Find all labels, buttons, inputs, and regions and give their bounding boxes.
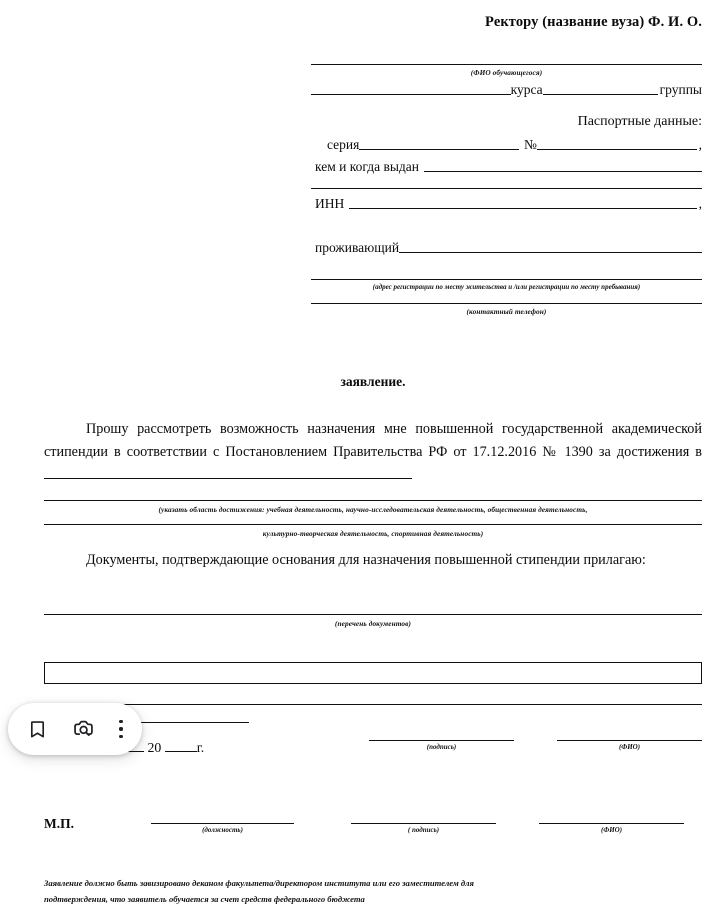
signature-row-2 — [44, 816, 702, 834]
extra-rule-wrapper — [44, 704, 702, 705]
passport-data-title: Паспортные данные: — [577, 114, 702, 129]
bookmark-button[interactable] — [14, 706, 60, 752]
passport-issued-row — [311, 159, 702, 175]
caption-fio-1: (ФИО) — [618, 743, 641, 751]
position-cell — [151, 816, 294, 834]
achievement-continuation-rule-2[interactable] — [44, 524, 702, 525]
caption-phone: (контактный телефон) — [466, 307, 547, 316]
course-input-rule[interactable] — [311, 94, 511, 95]
inn-tail-comma: , — [698, 196, 702, 211]
residing-row — [311, 240, 702, 256]
inn-input-rule[interactable] — [349, 208, 696, 209]
three-dot-menu-icon[interactable] — [106, 706, 136, 752]
main-paragraph — [44, 418, 702, 487]
statement-heading: заявление. — [340, 374, 406, 389]
caption-signature-1: (подпись) — [426, 743, 457, 751]
signature-row-1 — [44, 740, 702, 751]
residing-label: проживающий — [315, 240, 400, 255]
footer-note-line-1: Заявление должно быть завизировано деканом факультета/директором института или его заместителем для — [44, 878, 474, 888]
mp-label: М.П. — [44, 816, 74, 831]
series-input-rule[interactable] — [359, 149, 519, 150]
addressee-line: Ректору (название вуза) Ф. И. О. — [485, 14, 702, 30]
achievement-continuation-rule-1[interactable] — [44, 500, 702, 501]
fio-rule-1[interactable] — [557, 740, 702, 741]
signature-cell-2 — [351, 816, 496, 834]
signature-rule-1[interactable] — [369, 740, 514, 741]
date-suffix: г. — [196, 740, 205, 755]
main-paragraph-text: Прошу рассмотреть возможность назначения мне повышенной государственной академической стипендии в соответствии с Постановлением Правительства РФ от 17.12.2016 № 1390 за достижения в — [44, 421, 702, 460]
position-rule[interactable] — [151, 823, 294, 824]
footer-note — [44, 876, 664, 908]
document-body — [44, 374, 702, 487]
documents-list-block — [44, 614, 702, 628]
fio-student-rule[interactable] — [311, 64, 702, 65]
caption-achievement-line-1: (указать область достижения: учебная деятельность, научно-исследовательская деятельность, общественная деятельность, — [158, 505, 588, 514]
issued-label: кем и когда выдан — [315, 159, 419, 174]
menu-dot — [119, 735, 122, 738]
applicant-header-block — [311, 64, 702, 316]
date-year-prefix: 20 — [147, 740, 162, 755]
documents-box-wrapper — [44, 662, 702, 684]
fio-rule-2[interactable] — [539, 823, 684, 824]
group-label: группы — [659, 82, 702, 97]
address-continuation-rule[interactable] — [311, 279, 702, 280]
caption-fio-student: (ФИО обучающегося) — [470, 68, 543, 77]
signature-rule-2[interactable] — [351, 823, 496, 824]
number-input-rule[interactable] — [537, 149, 697, 150]
phone-input-rule[interactable] — [311, 303, 702, 304]
number-label: № — [524, 137, 537, 152]
lens-search-button[interactable] — [60, 706, 106, 752]
floating-action-toolbar[interactable] — [8, 703, 142, 755]
documents-extra-rule[interactable] — [44, 704, 702, 705]
residing-input-rule[interactable] — [399, 252, 702, 253]
inn-label: ИНН — [315, 196, 345, 211]
menu-dot — [119, 727, 122, 730]
bookmark-icon — [27, 719, 48, 740]
inn-row — [311, 196, 702, 212]
fio-cell-2 — [539, 816, 684, 834]
signature-cell-1 — [369, 740, 514, 751]
number-tail-comma: , — [698, 137, 703, 152]
group-input-rule[interactable] — [543, 94, 658, 95]
fio-cell-1 — [557, 740, 702, 751]
caption-position: (должность) — [202, 826, 243, 834]
caption-fio-2: (ФИО) — [600, 826, 623, 834]
documents-paragraph-block — [44, 549, 702, 572]
course-group-row — [311, 82, 702, 98]
passport-series-row — [311, 137, 702, 153]
caption-achievement-line-2: культурно-творческая деятельность, спортивная деятельность) — [262, 529, 484, 538]
menu-dot — [119, 720, 122, 723]
achievement-input-rule[interactable] — [44, 464, 412, 479]
caption-signature-2: ( подпись) — [407, 826, 440, 834]
caption-documents-list: (перечень документов) — [334, 619, 412, 628]
achievement-caption-block — [44, 500, 702, 538]
series-label: серия — [327, 137, 360, 152]
documents-text-box[interactable] — [44, 662, 702, 684]
lens-camera-icon — [72, 718, 95, 741]
course-label: курса — [510, 82, 543, 97]
documents-list-rule[interactable] — [44, 614, 702, 615]
documents-paragraph: Документы, подтверждающие основания для назначения повышенной стипендии прилагаю: — [86, 552, 646, 568]
footer-note-line-2: подтверждения, что заявитель обучается за счет средств федерального бюджета — [44, 893, 365, 904]
caption-address: (адрес регистрации по месту жительства и /или регистрации по месту пребывания) — [372, 283, 641, 291]
issued-continuation-rule[interactable] — [311, 188, 702, 189]
issued-input-rule[interactable] — [424, 171, 702, 172]
